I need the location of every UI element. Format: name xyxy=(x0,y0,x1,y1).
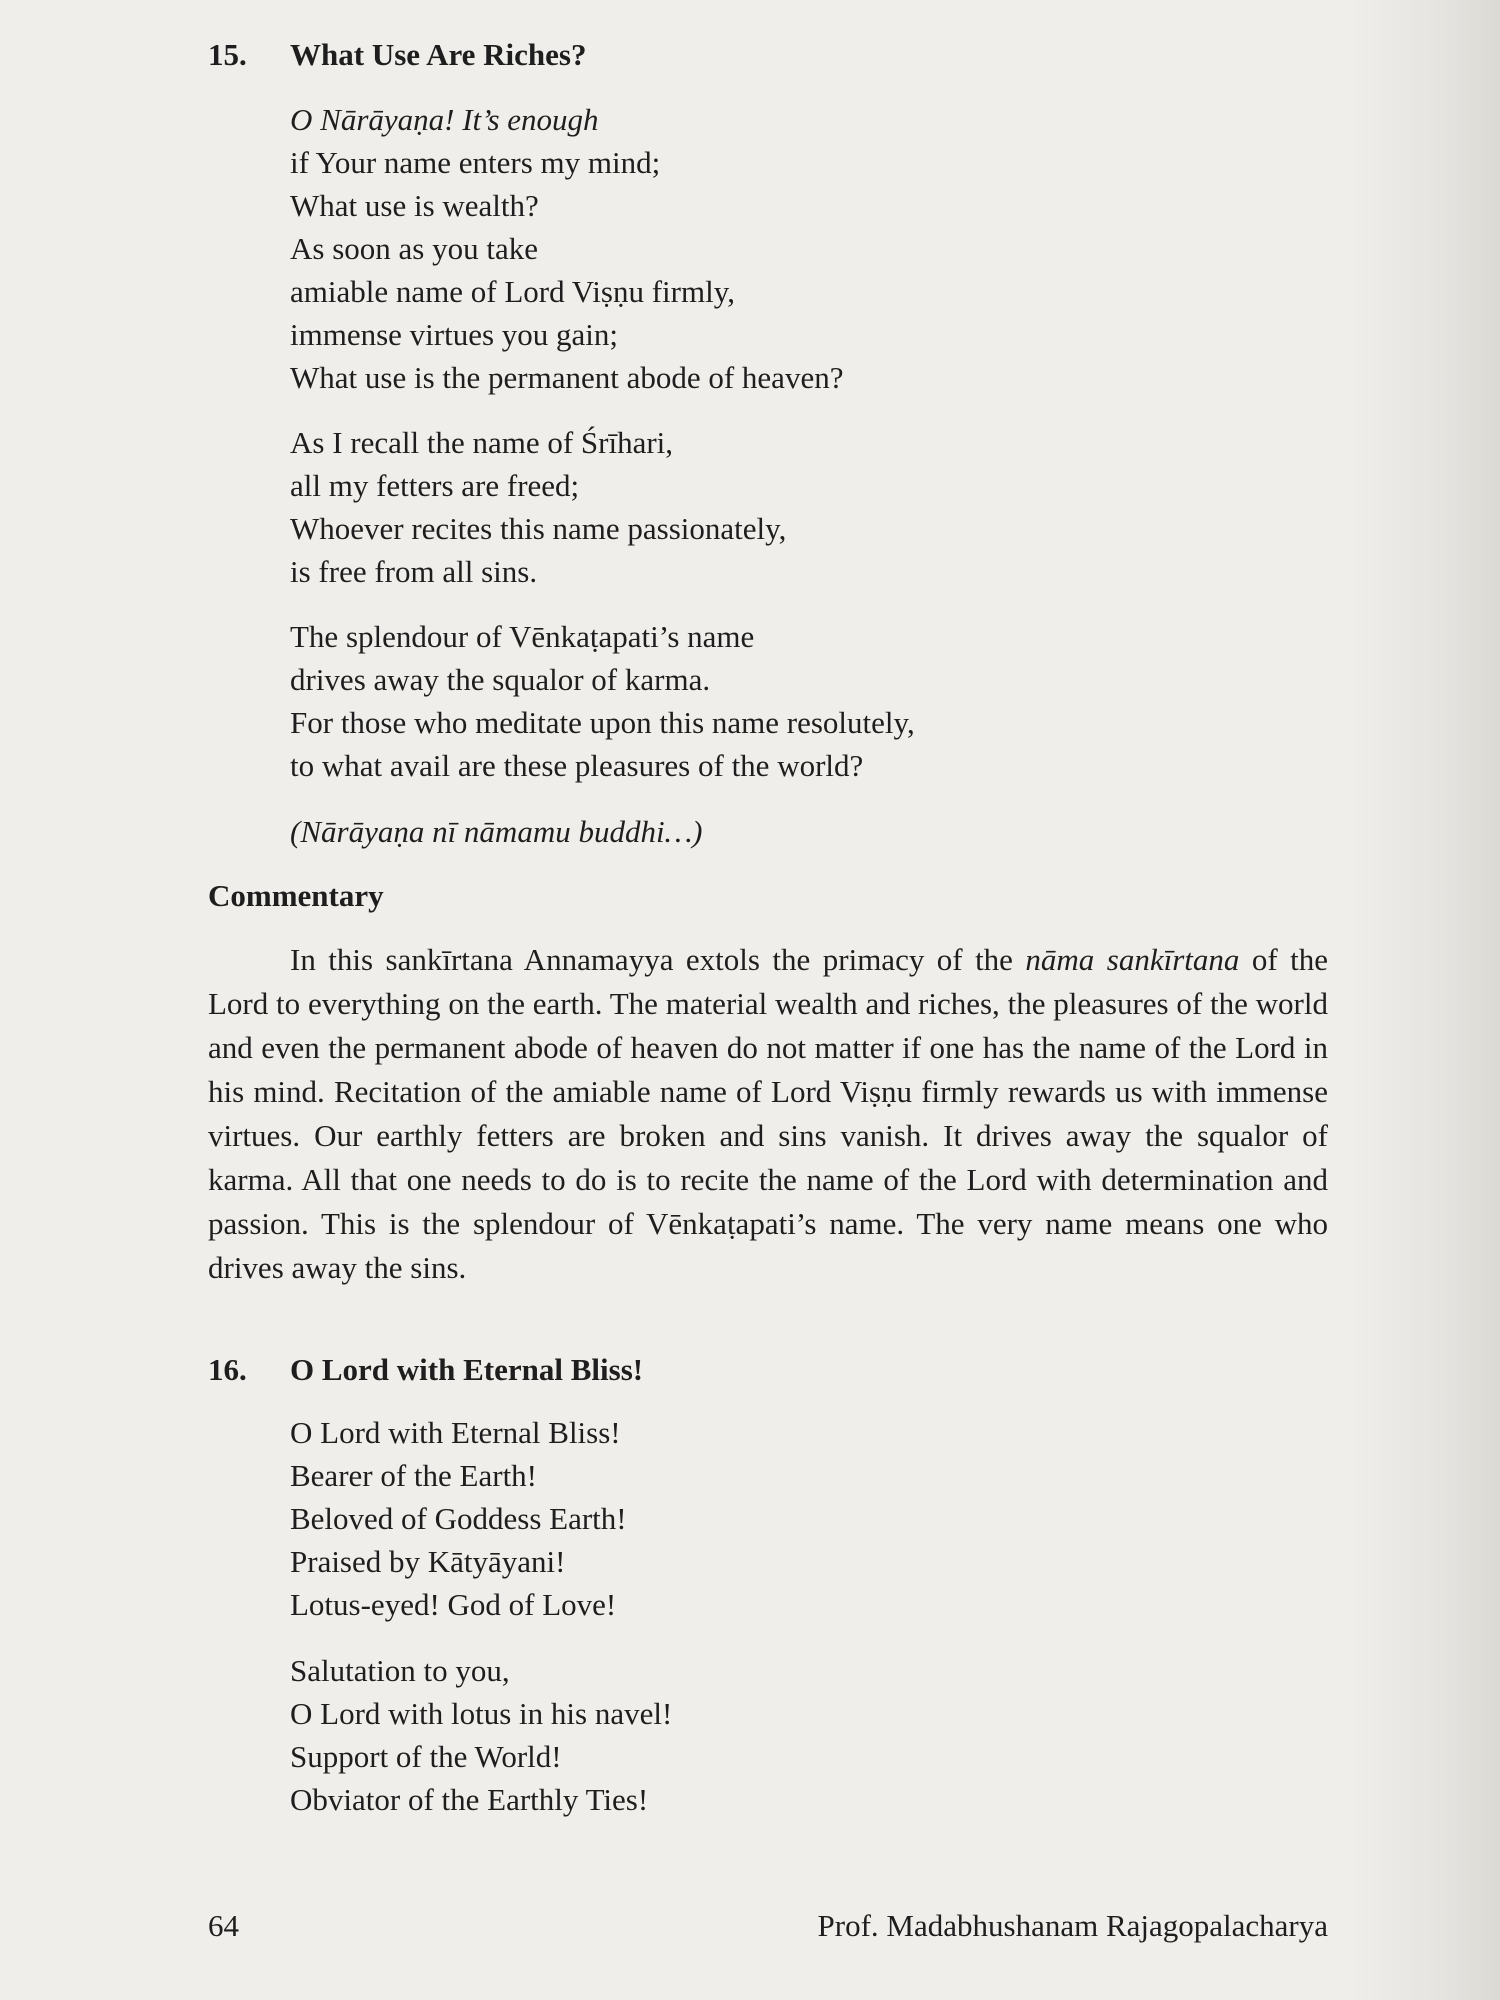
commentary-text: of the Lord to everything on the earth. The material wealth and riches, the pleasures of the world and even the permanent abode of heaven do not matter if one has the name of the Lord in his mind. Recitation of the amiable name of Lord Viṣṇu firmly rewards us with immense virtues. Our earthly fetters are broken and sins vanish. It drives away the squalor of karma. All that one needs to do is to recite the name of the Lord with determination and passion. This is the splendour of Vēnkaṭapati’s name. The very name means one who drives away the sins. xyxy=(208,942,1328,1285)
song-16-number: 16. xyxy=(208,1352,247,1387)
song-15-source: (Nārāyaṇa nī nāmamu buddhi…) xyxy=(290,814,703,849)
verse-line: if Your name enters my mind; xyxy=(290,145,661,180)
verse-line: Obviator of the Earthly Ties! xyxy=(290,1782,649,1817)
verse-line: What use is wealth? xyxy=(290,188,539,223)
verse-line: all my fetters are freed; xyxy=(290,468,580,503)
song-15-number: 15. xyxy=(208,37,247,72)
verse-line: For those who meditate upon this name resolutely, xyxy=(290,705,915,740)
song-16-heading xyxy=(208,1352,643,1388)
verse-line: drives away the squalor of karma. xyxy=(290,662,711,697)
verse-line: As soon as you take xyxy=(290,231,538,266)
verse-line: Beloved of Goddess Earth! xyxy=(290,1501,627,1536)
verse-line: O Lord with Eternal Bliss! xyxy=(290,1415,621,1450)
verse-line: Whoever recites this name passionately, xyxy=(290,511,787,546)
verse-line: O Lord with lotus in his navel! xyxy=(290,1696,673,1731)
verse-line: O Nārāyaṇa! It’s enough xyxy=(290,102,599,137)
commentary-text: In this sankīrtana Annamayya extols the primacy of the xyxy=(290,942,1026,977)
verse-line: Praised by Kātyāyani! xyxy=(290,1544,566,1579)
verse-line: immense virtues you gain; xyxy=(290,317,619,352)
verse-line: Salutation to you, xyxy=(290,1653,510,1688)
verse-line: Bearer of the Earth! xyxy=(290,1458,538,1493)
song-15-title: What Use Are Riches? xyxy=(290,37,587,72)
verse-line: is free from all sins. xyxy=(290,554,538,589)
verse-line: amiable name of Lord Viṣṇu firmly, xyxy=(290,274,735,309)
commentary-italic-term: nāma sankīrtana xyxy=(1025,942,1240,977)
commentary-paragraph xyxy=(208,938,1328,1290)
verse-line: Support of the World! xyxy=(290,1739,562,1774)
verse-line: What use is the permanent abode of heaven? xyxy=(290,360,844,395)
page-number: 64 xyxy=(208,1908,239,1943)
verse-line: to what avail are these pleasures of the world? xyxy=(290,748,864,783)
song-16-title: O Lord with Eternal Bliss! xyxy=(290,1352,644,1387)
commentary-heading: Commentary xyxy=(208,878,384,913)
verse-line: Lotus-eyed! God of Love! xyxy=(290,1587,617,1622)
song-15-heading xyxy=(208,37,586,73)
verse-line: As I recall the name of Śrīhari, xyxy=(290,425,674,460)
page-edge-shadow xyxy=(1350,0,1500,2000)
verse-line: The splendour of Vēnkaṭapati’s name xyxy=(290,619,755,654)
footer-author: Prof. Madabhushanam Rajagopalacharya xyxy=(817,1908,1328,1943)
